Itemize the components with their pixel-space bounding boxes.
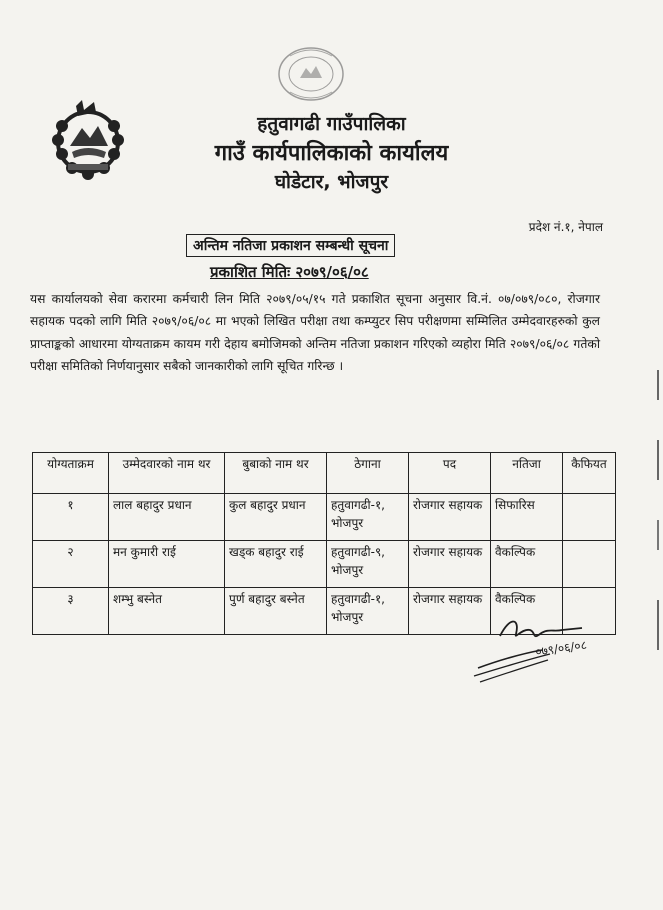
result-cell: वैकल्पिक [491,588,563,635]
column-header: पद [409,453,491,494]
address-cell: हतुवागढी-१, भोजपुर [327,494,409,541]
column-header: योग्यताक्रम [33,453,109,494]
office-address: घोडेटार, भोजपुर [274,171,389,193]
rank-cell: २ [33,541,109,588]
post-cell: रोजगार सहायक [409,541,491,588]
table-row [33,494,616,541]
post-cell: रोजगार सहायक [409,494,491,541]
candidate-name-cell: लाल बहादुर प्रधान [109,494,225,541]
remarks-cell [563,541,616,588]
province-label: प्रदेश नं.१, नेपाल [528,220,603,234]
office-name: गाउँ कार्यपालिकाको कार्यालय [214,141,449,166]
post-cell: रोजगार सहायक [409,588,491,635]
scan-margin-marks [648,370,663,700]
notice-body: यस कार्यालयको सेवा करारमा कर्मचारी लिन मिति २०७९/०५/१५ गते प्रकाशित सूचना अनुसार वि.नं. ०७/०७९/०८०, रोजगार सहायक पदको लागि मिति २०७९/०६/०८ मा भएको लिखित परीक्षा तथा कम्प्युटर सिप परीक्षणमा सम्मिलित उम्मेदवारहरुको कुल प्राप्ताङ्कको आधारमा योग्यताक्रम कायम गरी देहाय बमोजिमको अन्तिम नतिजा प्रकाशन गरिएको व्यहोरा मिति २०७९/०६/०८ गतेको परीक्षा समितिको निर्णयानुसार सबैको जानकारीको लागि सूचित गरिन्छ । [30,292,600,374]
candidate-name-cell: मन कुमारी राई [109,541,225,588]
column-header: ठेगाना [327,453,409,494]
signature-date: ०७९/०६/०८ [534,637,588,659]
office-seal-stamp [276,44,346,104]
column-header: उम्मेदवारको नाम थर [109,453,225,494]
column-header: बुबाको नाम थर [225,453,327,494]
father-name-cell: कुल बहादुर प्रधान [225,494,327,541]
father-name-cell: पुर्ण बहादुर बस्नेत [225,588,327,635]
published-date: प्रकाशित मितिः २०७९/०६/०८ [210,263,369,281]
table-row [33,541,616,588]
result-cell: वैकल्पिक [491,541,563,588]
rank-cell: ३ [33,588,109,635]
handwritten-signature [470,606,600,686]
father-name-cell: खड्क बहादुर राई [225,541,327,588]
remarks-cell [563,494,616,541]
address-cell: हतुवागढी-९, भोजपुर [327,541,409,588]
rank-cell: १ [33,494,109,541]
candidate-name-cell: शम्भु बस्नेत [109,588,225,635]
column-header: कैफियत [563,453,616,494]
table-header-row [33,453,616,494]
municipality-name: हतुवागढी गाउँपालिका [257,113,406,135]
address-cell: हतुवागढी-१, भोजपुर [327,588,409,635]
result-cell: सिफारिस [491,494,563,541]
notice-title: अन्तिम नतिजा प्रकाशन सम्बन्धी सूचना [186,234,395,257]
column-header: नतिजा [491,453,563,494]
